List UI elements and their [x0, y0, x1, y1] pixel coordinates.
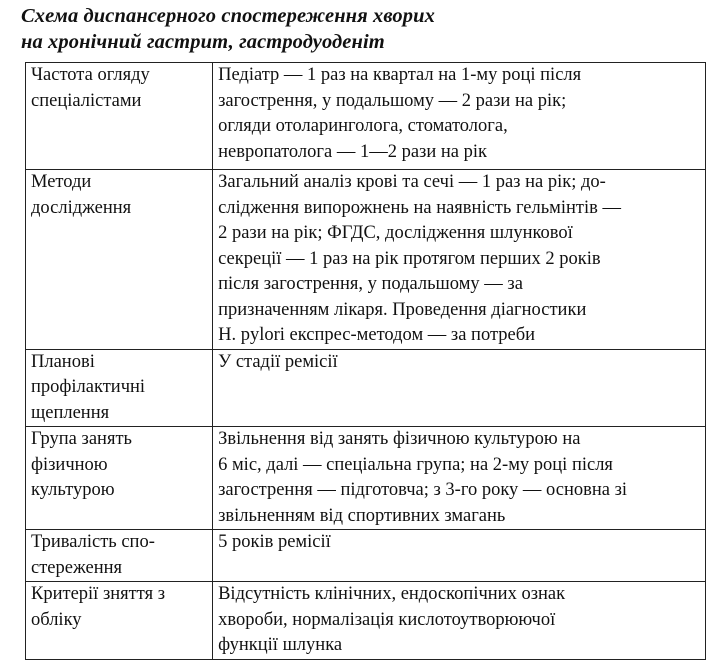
- table-row: [26, 63, 706, 170]
- row-label: Критерії зняття з обліку: [26, 582, 213, 660]
- row-value: Звільнення від занять фізичною культурою на 6 міс, далі — спеціальна група; на 2-му році після загострення — підготовча; з 3-го року — основна зі звільненням від спортивних змагань: [213, 427, 706, 530]
- observation-scheme-table: [25, 62, 706, 660]
- document-title: Схема диспансерного спостереження хворих на хронічний гастрит, гастродуоденіт: [21, 5, 435, 53]
- row-value: Педіатр — 1 раз на квартал на 1-му році після загострення, у подальшому — 2 рази на рік; огляди отоларинголога, стоматолога, невропатолога — 1—2 рази на рік: [213, 63, 706, 170]
- row-value: Відсутність клінічних, ендоскопічних ознак хвороби, нормалізація кислотоутворюючої функції шлунка: [213, 582, 706, 660]
- row-label: Планові профілактичні щеплення: [26, 349, 213, 427]
- row-value: У стадії ремісії: [213, 349, 706, 427]
- table-row: [26, 427, 706, 530]
- table-row: [26, 582, 706, 660]
- table-row: [26, 170, 706, 350]
- table-row: [26, 349, 706, 427]
- row-value: Загальний аналіз крові та сечі — 1 раз на рік; до- слідження випорожнень на наявність гельмінтів — 2 рази на рік; ФГДС, дослідження шлункової секреції — 1 раз на рік протягом перших 2 років після загострення, у подальшому — за призначенням лікаря. Проведення діагностики H. pylori експрес-методом — за потреби: [213, 170, 706, 350]
- row-value: 5 років ремісії: [213, 530, 706, 582]
- row-label: Частота огляду спеціалістами: [26, 63, 213, 170]
- row-label: Тривалість спо- стереження: [26, 530, 213, 582]
- table-row: [26, 530, 706, 582]
- row-label: Методи дослідження: [26, 170, 213, 350]
- row-label: Група занять фізичною культурою: [26, 427, 213, 530]
